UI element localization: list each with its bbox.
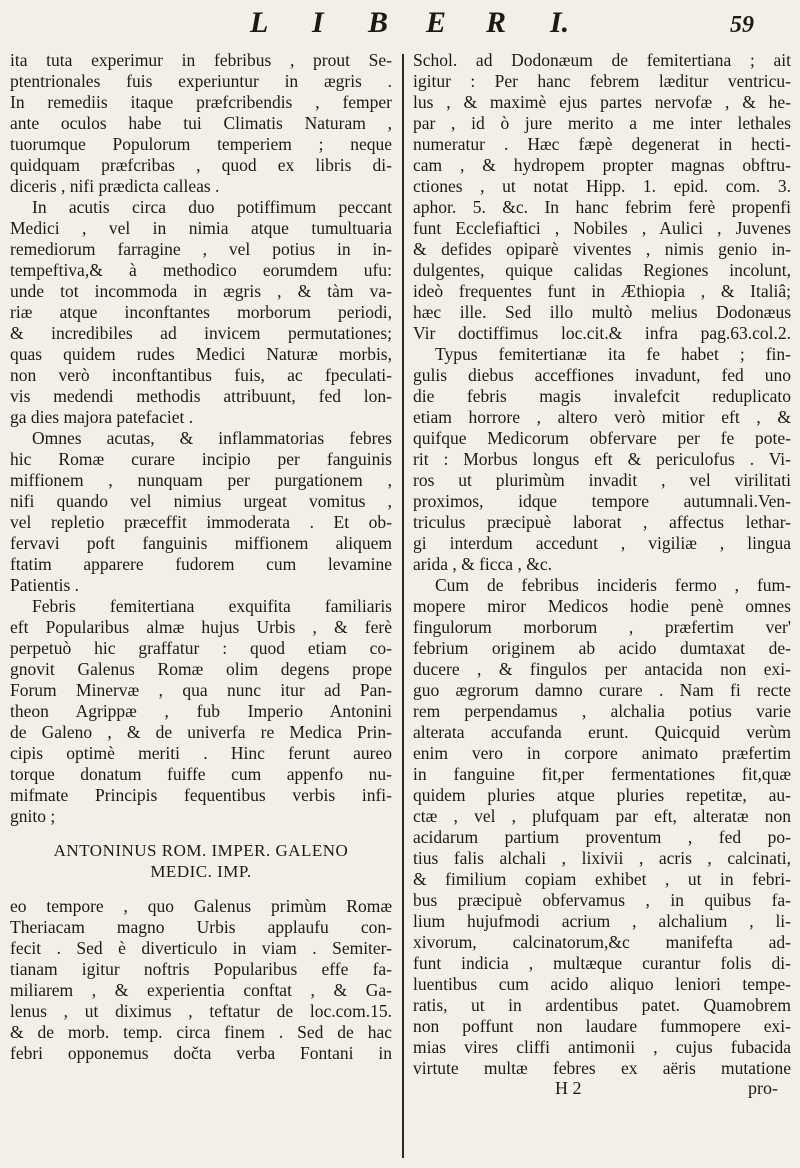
text-line: ros ut plurimùm invadit , vel virilitati: [413, 470, 791, 490]
text-line: mifmate Principis fequentibus verbis infi-: [10, 785, 392, 805]
text-line: Schol. ad Dodonæum de femitertiana ; ait: [413, 50, 791, 70]
text-line: Cum de febribus incideris fermo , fum-: [435, 575, 791, 595]
text-line: miffionem , nunquam per purgationem ,: [10, 470, 392, 490]
text-line: miliarem , & experientia conftat , & Ga-: [10, 980, 392, 1000]
text-line: vis medendi methodis attribuunt, fed lon-: [10, 386, 392, 406]
text-line: arida , & ficca , &c.: [413, 554, 552, 574]
text-line: guo ægrorum damno curare . Nam fi recte: [413, 680, 791, 700]
text-line: non verò inconftantibus fuis, ac fpeculati-: [10, 365, 392, 385]
text-line: ducere , & fingulos per antacida non exi-: [413, 659, 791, 679]
text-line: Typus femitertianæ ita fe habet ; fin-: [435, 344, 791, 364]
text-line: theon Agrippæ , fub Imperio Antonini: [10, 701, 392, 721]
text-line: & fimilium copiam exhibet , ut in febri-: [413, 869, 791, 889]
text-line: par , id ò jure merito a me inter lethales: [413, 113, 791, 133]
text-line: enim vero in corpore animato præfertim: [413, 743, 791, 763]
text-line: Patientis .: [10, 575, 80, 595]
column-divider: [402, 54, 404, 1158]
text-line: lenus , ut diximus , teftatur de loc.com.15.: [10, 1001, 392, 1021]
text-line: perpetuò hic graffatur : quod etiam co-: [10, 638, 392, 658]
text-line: fingulorum morborum , præfertim ver': [413, 617, 791, 637]
signature-mark: H 2: [555, 1078, 582, 1098]
text-line: numeratur . Hæc fæpè degenerat in hecti-: [413, 134, 791, 154]
text-line: funt Ecclefiaftici , Nobiles , Aulici , Juvenes: [413, 218, 791, 238]
text-line: unde tot incommoda in ægris , & tàm va-: [10, 281, 392, 301]
text-line: febrium originem ab acido dumtaxat de-: [413, 638, 791, 658]
running-head-letter: L: [250, 6, 269, 39]
text-line: tuorumque Populorum temperiem ; neque: [10, 134, 392, 154]
text-line: igitur : Per hanc febrem læditur ventricu-: [413, 71, 791, 91]
text-line: quifque Medicorum obfervare per fe pote-: [413, 428, 791, 448]
text-line: ratis, ut in ardentibus patet. Quamobrem: [413, 995, 791, 1015]
text-line: triculus præcipuè laborat , affectus lethar-: [413, 512, 791, 532]
text-line: non poffunt non laudare fummopere exi-: [413, 1016, 791, 1036]
running-head-letter: E: [426, 6, 447, 39]
text-line: nifi quando vel nimius urgeat vomitus ,: [10, 491, 392, 511]
text-line: etiam horrore , altero verò mitior eft , &: [413, 407, 791, 427]
page-number: 59: [730, 12, 754, 38]
text-line: ftatim apparere fudorem cum levamine: [10, 554, 392, 574]
text-line: ideò frequentes funt in Æthiopia , & Italiâ;: [413, 281, 791, 301]
text-line: In acutis circa duo potiffimum peccant: [32, 197, 392, 217]
text-line: Febris femitertiana exquifita familiaris: [32, 596, 392, 616]
text-line: lium hujufmodi acrium , alchalium , li-: [413, 911, 791, 931]
text-line: ante oculos habe tui Climatis Naturam ,: [10, 113, 392, 133]
text-line: eft Popularibus almæ hujus Urbis , & ferè: [10, 617, 392, 637]
text-line: rit : Morbus longus eft & periculofus . Vi-: [413, 449, 791, 469]
text-line: quidquam præfcribas , quod ex libris di-: [10, 155, 392, 175]
text-line: Vir doctiffimus loc.cit.& infra pag.63.col.2.: [413, 323, 791, 343]
text-line: & de morb. temp. circa finem . Sed de hac: [10, 1022, 392, 1042]
text-line: cam , & hydropem propter magnas obftru-: [413, 155, 791, 175]
text-line: fervavi poft fanguinis miffionem aliquem: [10, 533, 392, 553]
text-line: rem perpendamus , alchalia potius varie: [413, 701, 791, 721]
text-line: alterata accufanda erunt. Quicquid verùm: [413, 722, 791, 742]
text-line: riæ atque inconftantes morborum periodi,: [10, 302, 392, 322]
text-line: quas quidem rudes Medici Naturæ morbis,: [10, 344, 392, 364]
text-line: die febris magis invalefcit reduplicato: [413, 386, 791, 406]
running-head-letter: R: [486, 6, 507, 39]
text-line: Medici , vel in nimia atque tumultuaria: [10, 218, 392, 238]
text-line: gi interdum accedunt , vigiliæ , lingua: [413, 533, 791, 553]
text-line: proximos, idque tempore autumnali.Ven-: [413, 491, 791, 511]
text-line: Theriacam magno Urbis applaufu con-: [10, 917, 392, 937]
text-line: hæc ille. Sed illo multò melius Dodonæus: [413, 302, 791, 322]
text-line: tianam igitur noftris Popularibus effe fa-: [10, 959, 392, 979]
text-line: febri opponemus dočta verba Fontani in: [10, 1043, 392, 1063]
text-line: lus , & maximè ejus partes nervofæ , & he-: [413, 92, 791, 112]
text-line: hic Romæ curare incipio per fanguinis: [10, 449, 392, 469]
text-line: Omnes acutas, & inflammatorias febres: [32, 428, 392, 448]
text-line: mopere miror Medicos hodie penè omnes: [413, 596, 791, 616]
text-line: gnito ;: [10, 806, 56, 826]
text-line: tempeftiva,& à methodico eorumdem ufu:: [10, 260, 392, 280]
text-line: remediorum farragine , vel potius in in-: [10, 239, 392, 259]
text-line: In remediis itaque præfcribendis , femper: [10, 92, 392, 112]
text-line: virtute multæ febres ex aëris mutatione: [413, 1058, 791, 1078]
text-line: ctiones , ut notat Hipp. 1. epid. com. 3.: [413, 176, 791, 196]
text-line: ptentrionales fuis experiuntur in ægris .: [10, 71, 392, 91]
catchword: pro-: [748, 1078, 778, 1098]
running-head-letter: B: [368, 6, 389, 39]
medallion-inscription-line-2: MEDIC. IMP.: [150, 862, 252, 881]
text-line: luentibus cum acido aliquo leniori tempe-: [413, 974, 791, 994]
text-line: & incredibiles ad invicem permutationes;: [10, 323, 392, 343]
text-line: ita tuta experimur in febribus , prout Se-: [10, 50, 392, 70]
text-line: torque donatum fuiffe cum appenfo nu-: [10, 764, 392, 784]
text-line: acidarum partium proventum , fed po-: [413, 827, 791, 847]
text-line: quidem pluries atque pluries repetitæ, au-: [413, 785, 791, 805]
text-line: aphor. 5. &c. In hanc febrim ferè propenfi: [413, 197, 791, 217]
text-line: cipis optimè meriti . Hinc ferunt aureo: [10, 743, 392, 763]
text-line: eo tempore , quo Galenus primùm Romæ: [10, 896, 392, 916]
text-line: ctæ , vel , plufquam par eft, alteratæ non: [413, 806, 791, 826]
text-line: Forum Minervæ , qua nunc itur ad Pan-: [10, 680, 392, 700]
text-line: in fanguine fit,per fermentationes fit,quæ: [413, 764, 791, 784]
text-line: xivorum, calcinatorum,&c manifefta ad-: [413, 932, 791, 952]
text-line: tius falis alchali , lixivii , acris , calcinati,: [413, 848, 791, 868]
running-head: [250, 6, 590, 40]
text-line: funt indicia , multæque curantur folis di-: [413, 953, 791, 973]
text-line: diceris , nifi prædicta calleas .: [10, 176, 220, 196]
text-line: gulis diebus acceffiones invadunt, fed uno: [413, 365, 791, 385]
text-line: gnovit Galenus Romæ olim degens prope: [10, 659, 392, 679]
text-line: mias vires cliffi antimonii , cujus fubacida: [413, 1037, 791, 1057]
running-head-letter: I.: [550, 6, 570, 39]
text-line: fecit . Sed è diverticulo in viam . Semiter-: [10, 938, 392, 958]
text-line: bus præcipuè obfervamus , in quibus fa-: [413, 890, 791, 910]
medallion-inscription-line-1: ANTONINUS ROM. IMPER. GALENO: [53, 841, 349, 860]
text-line: & defides opiparè viventes , nimis genio in-: [413, 239, 791, 259]
text-line: vel repletio præceffit immoderata . Et ob-: [10, 512, 392, 532]
text-line: de Galeno , & de univerfa re Medica Prin-: [10, 722, 392, 742]
text-line: ga dies majora patefaciet .: [10, 407, 194, 427]
running-head-letter: I: [312, 6, 324, 39]
text-line: dulgentes, quique calidas Regiones incolunt,: [413, 260, 791, 280]
